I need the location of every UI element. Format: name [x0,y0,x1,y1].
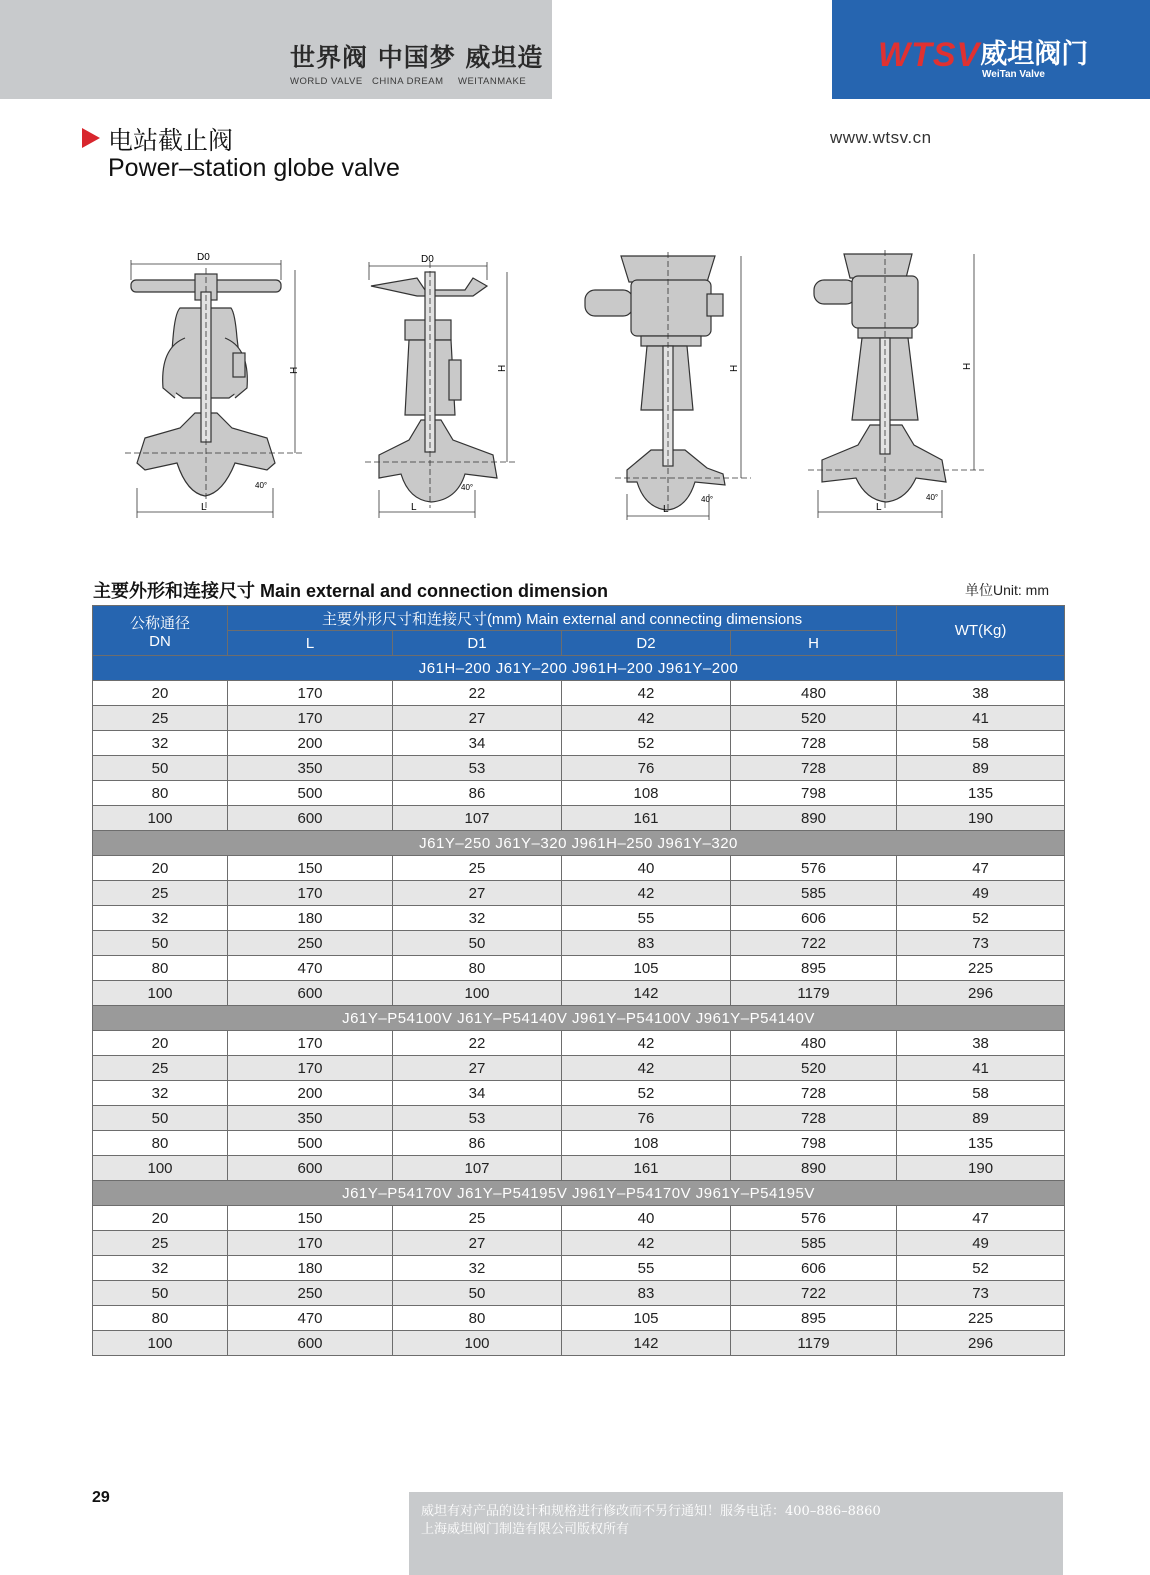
valve-drawing-actuator-1 [575,250,755,522]
table-cell: 34 [393,1081,562,1106]
table-cell: 170 [228,881,393,906]
table-row [93,1081,1065,1106]
table-cell: 49 [897,1231,1065,1256]
header-group: 主要外形尺寸和连接尺寸(mm) Main external and connecting dimensions [228,606,897,631]
table-cell: 225 [897,1306,1065,1331]
section-header-row [93,1006,1065,1031]
slogan-en-3: WEITANMAKE [458,76,527,87]
slogan [290,38,550,87]
table-cell: 170 [228,1031,393,1056]
table-cell: 83 [562,1281,731,1306]
table-row [93,906,1065,931]
page-title-en: Power–station globe valve [108,154,400,182]
table-cell: 470 [228,1306,393,1331]
table-row [93,931,1065,956]
table-cell: 100 [393,981,562,1006]
table-cell: 107 [393,806,562,831]
table-cell: 150 [228,856,393,881]
table-cell: 161 [562,806,731,831]
table-cell: 52 [562,1081,731,1106]
logo-mark: WTSV [878,36,981,74]
table-row [93,1331,1065,1356]
table-cell: 100 [93,1156,228,1181]
section-model-names: J61H–200 J61Y–200 J961H–200 J961Y–200 [93,656,1065,681]
table-cell: 25 [93,881,228,906]
table-row [93,981,1065,1006]
table-cell: 606 [731,1256,897,1281]
table-cell: 142 [562,981,731,1006]
table-cell: 170 [228,1056,393,1081]
valve-drawing-handwheel-2 [365,250,520,522]
table-row [93,681,1065,706]
table-row [93,1156,1065,1181]
table-row [93,881,1065,906]
table-cell: 41 [897,706,1065,731]
valve-drawing-handwheel-1 [125,248,310,523]
table-cell: 600 [228,1156,393,1181]
table-row [93,1231,1065,1256]
table-cell: 520 [731,1056,897,1081]
slogan-chinese [290,38,550,74]
table-cell: 25 [393,856,562,881]
table-cell: 47 [897,856,1065,881]
table-cell: 225 [897,956,1065,981]
table-cell: 50 [93,756,228,781]
drawing-label-d0: D0 [197,252,210,263]
table-cell: 500 [228,781,393,806]
section-header-row [93,656,1065,681]
table-cell: 25 [393,1206,562,1231]
table-cell: 170 [228,1231,393,1256]
table-cell: 728 [731,1081,897,1106]
header-dn [93,606,228,656]
table-cell: 100 [393,1331,562,1356]
table-cell: 150 [228,1206,393,1231]
section-model-names: J61Y–P54170V J61Y–P54195V J961Y–P54170V J961Y–P54195V [93,1181,1065,1206]
table-cell: 728 [731,731,897,756]
table-cell: 170 [228,681,393,706]
table-cell: 20 [93,681,228,706]
table-cell: 86 [393,781,562,806]
drawing-label-angle-2: 40° [461,483,474,492]
table-row [93,856,1065,881]
table-cell: 80 [393,956,562,981]
table-cell: 585 [731,881,897,906]
drawing-label-l-3: L [663,504,669,515]
table-cell: 180 [228,906,393,931]
table-cell: 500 [228,1131,393,1156]
table-cell: 27 [393,1231,562,1256]
table-cell: 50 [93,931,228,956]
drawing-label-h-2: H [497,364,508,372]
table-cell: 161 [562,1156,731,1181]
table-cell: 890 [731,806,897,831]
table-row [93,781,1065,806]
table-cell: 895 [731,956,897,981]
table-cell: 89 [897,1106,1065,1131]
table-cell: 50 [93,1106,228,1131]
slogan-en-1: WORLD VALVE [290,76,363,87]
table-cell: 47 [897,1206,1065,1231]
table-cell: 180 [228,1256,393,1281]
table-cell: 600 [228,806,393,831]
table-cell: 22 [393,1031,562,1056]
slogan-en-2: CHINA DREAM [372,76,444,87]
table-cell: 728 [731,1106,897,1131]
table-cell: 200 [228,731,393,756]
website-url: www.wtsv.cn [830,128,932,147]
header-d1: D1 [393,631,562,656]
header-wt: WT(Kg) [897,606,1065,656]
table-cell: 190 [897,1156,1065,1181]
table-cell: 576 [731,1206,897,1231]
table-cell: 73 [897,931,1065,956]
table-cell: 80 [93,956,228,981]
table-cell: 49 [897,881,1065,906]
logo-chinese: 威坦阀门 [980,39,1089,70]
header-dn-en: DN [149,632,171,650]
table-cell: 25 [93,706,228,731]
table-cell: 722 [731,931,897,956]
section-model-names: J61Y–250 J61Y–320 J961H–250 J961Y–320 [93,831,1065,856]
table-cell: 73 [897,1281,1065,1306]
table-cell: 350 [228,1106,393,1131]
table-cell: 296 [897,981,1065,1006]
table-cell: 40 [562,856,731,881]
table-cell: 20 [93,1206,228,1231]
table-cell: 42 [562,706,731,731]
table-cell: 100 [93,1331,228,1356]
table-cell: 250 [228,931,393,956]
title-arrow-icon [82,128,100,148]
logo-english: WeiTan Valve [982,69,1045,80]
header-h: H [731,631,897,656]
drawing-label-l-2: L [411,502,417,513]
table-row [93,956,1065,981]
table-cell: 1179 [731,981,897,1006]
table-cell: 100 [93,806,228,831]
table-cell: 27 [393,706,562,731]
section-header-row [93,1181,1065,1206]
table-cell: 38 [897,681,1065,706]
table-row [93,756,1065,781]
table-cell: 53 [393,1106,562,1131]
section-model-names: J61Y–P54100V J61Y–P54140V J961Y–P54100V J961Y–P54140V [93,1006,1065,1031]
table-cell: 200 [228,1081,393,1106]
table-title: 主要外形和连接尺寸 Main external and connection dimension [93,581,609,601]
table-row [93,1106,1065,1131]
header-l: L [228,631,393,656]
table-cell: 728 [731,756,897,781]
table-cell: 20 [93,856,228,881]
drawing-label-l-4: L [876,502,882,513]
table-cell: 722 [731,1281,897,1306]
table-cell: 107 [393,1156,562,1181]
table-cell: 100 [93,981,228,1006]
slogan-english [290,76,550,87]
table-cell: 58 [897,1081,1065,1106]
footer-notice: 威坦有对产品的设计和规格进行修改而不另行通知！服务电话：400–886–8860 [421,1504,881,1519]
page-number: 29 [92,1489,110,1506]
table-cell: 52 [897,906,1065,931]
table-cell: 53 [393,756,562,781]
table-cell: 25 [93,1231,228,1256]
table-cell: 32 [393,906,562,931]
table-cell: 55 [562,1256,731,1281]
table-row [93,1206,1065,1231]
table-cell: 80 [393,1306,562,1331]
table-cell: 50 [393,931,562,956]
unit-label: 单位Unit: mm [965,582,1049,598]
table-row [93,1281,1065,1306]
table-cell: 895 [731,1306,897,1331]
table-row [93,1306,1065,1331]
table-row [93,706,1065,731]
header-d2: D2 [562,631,731,656]
table-cell: 80 [93,781,228,806]
table-cell: 42 [562,1231,731,1256]
table-cell: 32 [93,906,228,931]
drawing-label-h-4: H [962,362,973,370]
table-cell: 32 [93,1256,228,1281]
table-cell: 58 [897,731,1065,756]
table-cell: 480 [731,1031,897,1056]
table-cell: 1179 [731,1331,897,1356]
table-row [93,1056,1065,1081]
table-cell: 520 [731,706,897,731]
table-cell: 606 [731,906,897,931]
header-dn-cn: 公称通径 [129,614,190,632]
footer-copyright: 上海威坦阀门制造有限公司版权所有 [421,1522,630,1537]
table-cell: 55 [562,906,731,931]
drawing-label-h: H [289,366,300,374]
table-row [93,1256,1065,1281]
page-title-cn: 电站截止阀 [108,126,234,155]
drawing-label-angle: 40° [255,481,268,490]
table-cell: 83 [562,931,731,956]
table-cell: 142 [562,1331,731,1356]
table-cell: 470 [228,956,393,981]
table-cell: 41 [897,1056,1065,1081]
drawing-label-d0-2: D0 [421,254,434,265]
table-cell: 34 [393,731,562,756]
table-cell: 38 [897,1031,1065,1056]
table-cell: 50 [393,1281,562,1306]
drawing-label-angle-4: 40° [926,493,939,502]
table-cell: 135 [897,1131,1065,1156]
table-cell: 86 [393,1131,562,1156]
drawing-label-l: L [201,502,207,513]
table-cell: 798 [731,781,897,806]
table-cell: 296 [897,1331,1065,1356]
table-cell: 22 [393,681,562,706]
table-cell: 890 [731,1156,897,1181]
table-cell: 32 [93,1081,228,1106]
table-cell: 42 [562,1031,731,1056]
table-cell: 42 [562,681,731,706]
slogan-cn-text: 世界阀 中国梦 威坦造 [290,43,544,72]
table-cell: 80 [93,1306,228,1331]
drawing-label-h-3: H [729,364,740,372]
table-cell: 80 [93,1131,228,1156]
table-cell: 576 [731,856,897,881]
table-cell: 105 [562,1306,731,1331]
table-cell: 585 [731,1231,897,1256]
table-cell: 40 [562,1206,731,1231]
table-cell: 135 [897,781,1065,806]
table-cell: 350 [228,756,393,781]
table-cell: 25 [93,1056,228,1081]
table-row [93,731,1065,756]
table-cell: 32 [393,1256,562,1281]
table-cell: 108 [562,1131,731,1156]
table-cell: 50 [93,1281,228,1306]
table-cell: 42 [562,1056,731,1081]
table-cell: 600 [228,1331,393,1356]
table-body [93,656,1065,1356]
table-cell: 52 [562,731,731,756]
table-cell: 89 [897,756,1065,781]
table-cell: 27 [393,1056,562,1081]
table-cell: 105 [562,956,731,981]
dimension-table [92,605,1065,1356]
table-cell: 190 [897,806,1065,831]
drawing-label-angle-3: 40° [701,495,714,504]
table-cell: 108 [562,781,731,806]
table-cell: 170 [228,706,393,731]
table-row [93,1031,1065,1056]
table-cell: 480 [731,681,897,706]
table-cell: 250 [228,1281,393,1306]
table-row [93,806,1065,831]
table-cell: 52 [897,1256,1065,1281]
table-cell: 32 [93,731,228,756]
table-cell: 76 [562,1106,731,1131]
table-cell: 600 [228,981,393,1006]
table-row [93,1131,1065,1156]
table-cell: 76 [562,756,731,781]
section-header-row [93,831,1065,856]
table-cell: 42 [562,881,731,906]
table-cell: 20 [93,1031,228,1056]
table-cell: 27 [393,881,562,906]
table-cell: 798 [731,1131,897,1156]
valve-drawing-actuator-2 [808,250,988,522]
